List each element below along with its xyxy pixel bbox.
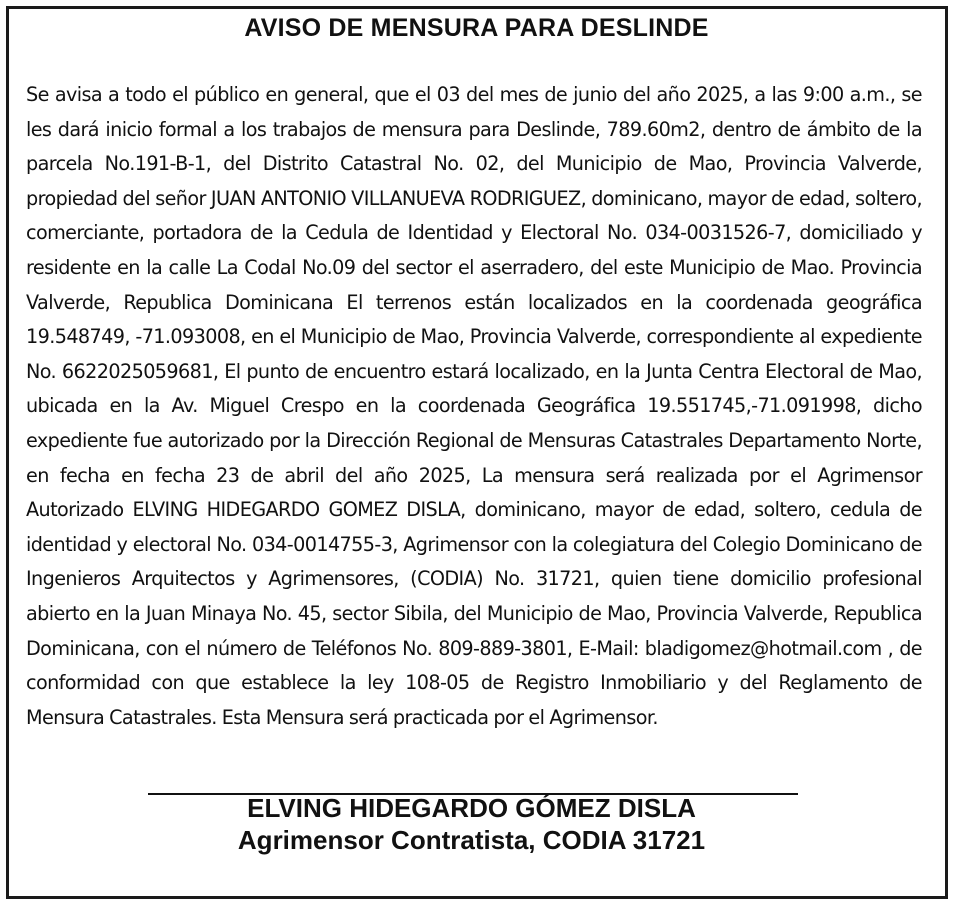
signer-name: ELVING HIDEGARDO GÓMEZ DISLA bbox=[247, 793, 696, 823]
signer-title: Agrimensor Contratista, CODIA 31721 bbox=[237, 825, 706, 855]
notice-body-text: Se avisa a todo el público en general, que el 03 del mes de junio del año 2025, a las 9:00 a.m., se les dará inicio formal a los trabajos de mensura para Deslinde, 789.60m2, dentro de ámbito de la parcela No.191-B-1, del Distrito Catastral No. 02, del Municipio de Mao, Provincia Valverde, propiedad del señor JUAN ANTONIO VILLANUEVA RODRIGUEZ, dominicano, mayor de edad, soltero, comerciante, portadora de la Cedula de Identidad y Electoral No. 034-0031526-7, domiciliado y residente en la calle La Codal No.09 del sector el aserradero, del este Municipio de Mao. Provincia Valverde, Republica Dominicana El terrenos están localizados en la coordenada geográfica 19.548749, -71.093008, en el Municipio de Mao, Provincia Valverde, correspondiente al expediente No. 6622025059681, El punto de encuentro estará localizado, en la Junta Centra Electoral de Mao, ubicada en la Av. Miguel Crespo en la coordenada Geográfica 19.551745,-71.091998, dicho expediente fue autorizado por la Dirección Regional de Mensuras Catastrales Departamento Norte, en fecha en fecha 23 de abril del año 2025, La mensura será realizada por el Agrimensor Autorizado ELVING HIDEGARDO GOMEZ DISLA, dominicano, mayor de edad, soltero, cedula de identidad y electoral No. 034-0014755-3, Agrimensor con la colegiatura del Colegio Dominicano de Ingenieros Arquitectos y Agrimensores, (CODIA) No. 31721, quien tiene domicilio profesional abierto en la Juan Minaya No. 45, sector Sibila, del Municipio de Mao, Provincia Valverde, Republica Dominicana, con el número de Teléfonos No. 809-889-3801, E-Mail: bladigomez@hotmail.com , de conformidad con que establece la ley 108-05 de Registro Inmobiliario y del Reglamento de Mensura Catastrales. Esta Mensura será practicada por el Agrimensor. bbox=[26, 83, 922, 729]
notice-title: AVISO DE MENSURA PARA DESLINDE bbox=[244, 14, 709, 42]
